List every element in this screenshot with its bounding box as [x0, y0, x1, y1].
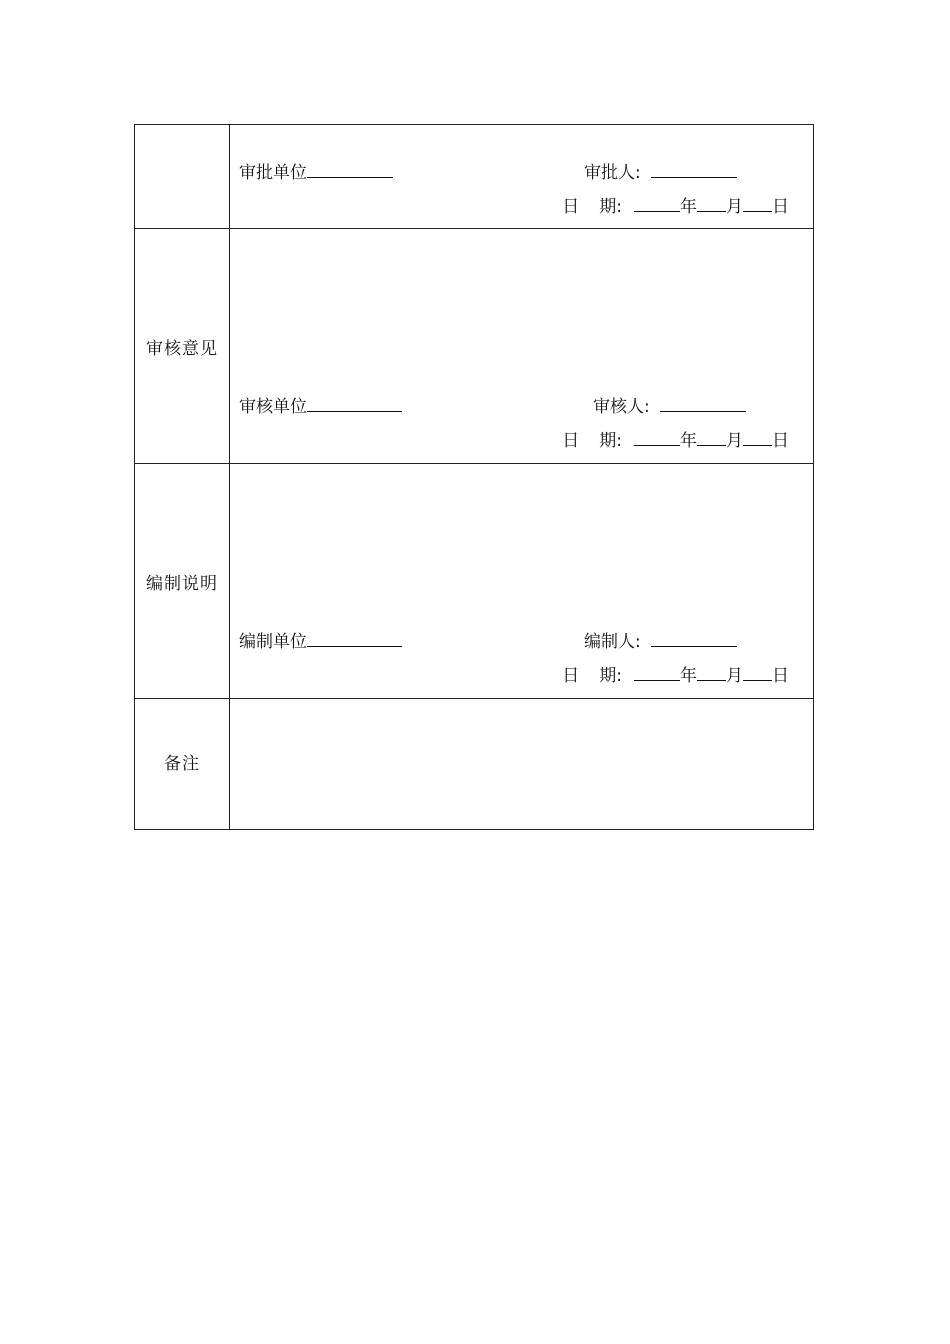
- approve-person-line: [584, 161, 737, 183]
- approve-person-blank[interactable]: [651, 161, 737, 178]
- compile-year-blank[interactable]: [634, 664, 680, 681]
- approve-person-label: 审批人:: [584, 163, 641, 183]
- approve-unit-blank[interactable]: [307, 161, 393, 178]
- compile-unit-blank[interactable]: [307, 630, 402, 647]
- approve-row: [135, 125, 814, 229]
- review-month-label: 月: [726, 431, 743, 451]
- review-date-line: [562, 429, 789, 451]
- compile-content-cell: [230, 464, 814, 699]
- approve-date-line: [562, 195, 789, 217]
- approve-date-label: 期:: [599, 197, 622, 217]
- approve-month-label: 月: [726, 197, 743, 217]
- compile-date-prefix: 日: [562, 666, 580, 686]
- review-unit-blank[interactable]: [307, 395, 402, 412]
- compile-unit-label: 编制单位: [239, 632, 307, 652]
- compile-label-cell: [135, 464, 230, 699]
- compile-label: 编制说明: [146, 573, 218, 594]
- approve-label-cell: [135, 125, 230, 229]
- compile-month-blank[interactable]: [697, 664, 726, 681]
- approve-month-blank[interactable]: [697, 195, 726, 212]
- review-month-blank[interactable]: [697, 429, 726, 446]
- review-day-label: 日: [772, 431, 789, 451]
- compile-date-line: [562, 664, 789, 686]
- approve-content-cell: [230, 125, 814, 229]
- approve-unit-label: 审批单位: [239, 163, 307, 183]
- compile-year-label: 年: [680, 666, 697, 686]
- review-unit-label: 审核单位: [239, 397, 307, 417]
- approve-day-blank[interactable]: [743, 195, 772, 212]
- compile-date-label: 期:: [599, 666, 622, 686]
- review-content-cell: [230, 229, 814, 464]
- compile-row: [135, 464, 814, 699]
- review-person-line: [593, 395, 746, 417]
- review-unit-line: [239, 395, 402, 417]
- approve-year-blank[interactable]: [634, 195, 680, 212]
- remark-row: [135, 699, 814, 830]
- approve-year-label: 年: [680, 197, 697, 217]
- approve-day-label: 日: [772, 197, 789, 217]
- review-day-blank[interactable]: [743, 429, 772, 446]
- review-label-cell: [135, 229, 230, 464]
- remark-content-cell[interactable]: [230, 699, 814, 830]
- review-date-prefix: 日: [562, 431, 580, 451]
- approve-date-prefix: 日: [562, 197, 580, 217]
- compile-person-line: [584, 630, 737, 652]
- compile-day-label: 日: [772, 666, 789, 686]
- review-person-blank[interactable]: [660, 395, 746, 412]
- review-year-label: 年: [680, 431, 697, 451]
- compile-person-label: 编制人:: [584, 632, 641, 652]
- review-date-label: 期:: [599, 431, 622, 451]
- remark-label-cell: [135, 699, 230, 830]
- review-row: [135, 229, 814, 464]
- approval-form-table: [134, 124, 814, 830]
- compile-unit-line: [239, 630, 402, 652]
- review-label: 审核意见: [146, 338, 218, 359]
- compile-day-blank[interactable]: [743, 664, 772, 681]
- compile-month-label: 月: [726, 666, 743, 686]
- review-person-label: 审核人:: [593, 397, 650, 417]
- remark-label: 备注: [164, 754, 200, 774]
- review-year-blank[interactable]: [634, 429, 680, 446]
- approve-unit-line: [239, 161, 393, 183]
- compile-person-blank[interactable]: [651, 630, 737, 647]
